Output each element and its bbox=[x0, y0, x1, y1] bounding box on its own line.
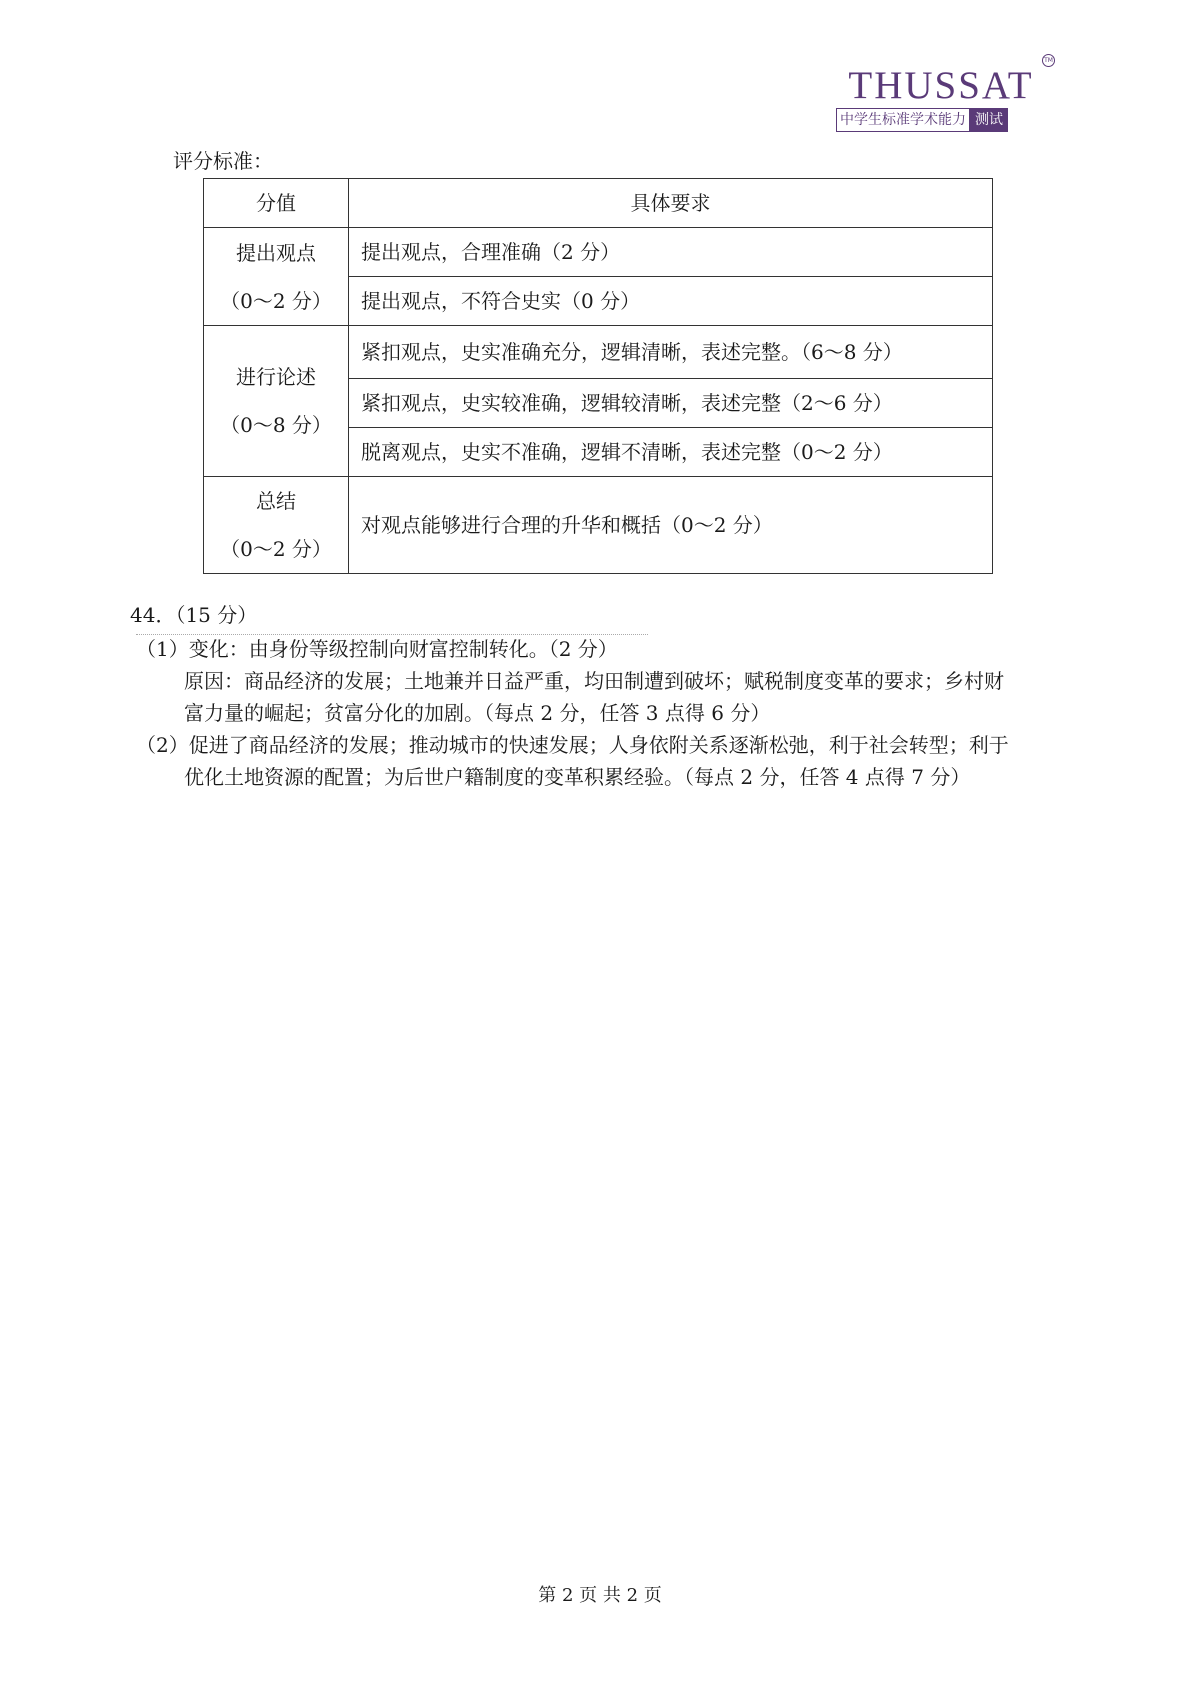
requirement-cell: 提出观点，不符合史实（0 分） bbox=[349, 277, 993, 326]
logo-wordmark: THUSSAT bbox=[848, 64, 1034, 107]
rubric-caption: 评分标准： bbox=[173, 149, 273, 173]
answer-line: （2）促进了商品经济的发展；推动城市的快速发展；人身依附关系逐渐松弛，利于社会转型；利于 bbox=[136, 733, 1009, 757]
criterion-title: 进行论述 bbox=[236, 365, 316, 389]
criterion-title: 提出观点 bbox=[236, 240, 316, 265]
rubric-table bbox=[203, 178, 993, 574]
logo-tagline bbox=[836, 108, 1008, 132]
header-requirements: 具体要求 bbox=[349, 179, 993, 228]
logo-badge: 测试 bbox=[970, 108, 1008, 132]
criterion-cell bbox=[204, 228, 349, 326]
page-footer: 第 2 页 共 2 页 bbox=[538, 1585, 662, 1606]
table-row bbox=[204, 477, 993, 574]
table-row bbox=[204, 326, 993, 379]
answer-line: 原因：商品经济的发展；土地兼并日益严重，均田制遭到破坏；赋税制度变革的要求；乡村财 bbox=[184, 669, 1004, 693]
table-row bbox=[204, 228, 993, 277]
answer-line: （1）变化：由身份等级控制向财富控制转化。（2 分） bbox=[136, 637, 618, 661]
criterion-range: （0～2 分） bbox=[220, 537, 332, 561]
thussat-logo bbox=[836, 54, 1062, 134]
question-number: 44．（15 分） bbox=[130, 603, 258, 627]
trademark-icon: TM bbox=[1042, 54, 1055, 67]
criterion-range: （0～2 分） bbox=[220, 288, 332, 313]
table-header-row bbox=[204, 179, 993, 228]
answer-line: 富力量的崛起；贫富分化的加剧。（每点 2 分，任答 3 点得 6 分） bbox=[184, 701, 771, 725]
requirement-cell: 提出观点，合理准确（2 分） bbox=[349, 228, 993, 277]
criterion-cell bbox=[204, 477, 349, 574]
criterion-cell bbox=[204, 326, 349, 477]
requirement-cell: 脱离观点，史实不准确，逻辑不清晰，表述完整（0～2 分） bbox=[349, 428, 993, 477]
requirement-cell: 对观点能够进行合理的升华和概括（0～2 分） bbox=[349, 477, 993, 574]
criterion-title: 总结 bbox=[256, 489, 296, 513]
requirement-cell: 紧扣观点，史实准确充分，逻辑清晰，表述完整。（6～8 分） bbox=[349, 326, 993, 379]
requirement-cell: 紧扣观点，史实较准确，逻辑较清晰，表述完整（2～6 分） bbox=[349, 379, 993, 428]
header-score: 分值 bbox=[204, 179, 349, 228]
answer-line: 优化土地资源的配置；为后世户籍制度的变革积累经验。（每点 2 分，任答 4 点得 7 分） bbox=[184, 765, 971, 789]
criterion-range: （0～8 分） bbox=[220, 413, 332, 437]
logo-subtitle: 中学生标准学术能力 bbox=[836, 108, 970, 132]
